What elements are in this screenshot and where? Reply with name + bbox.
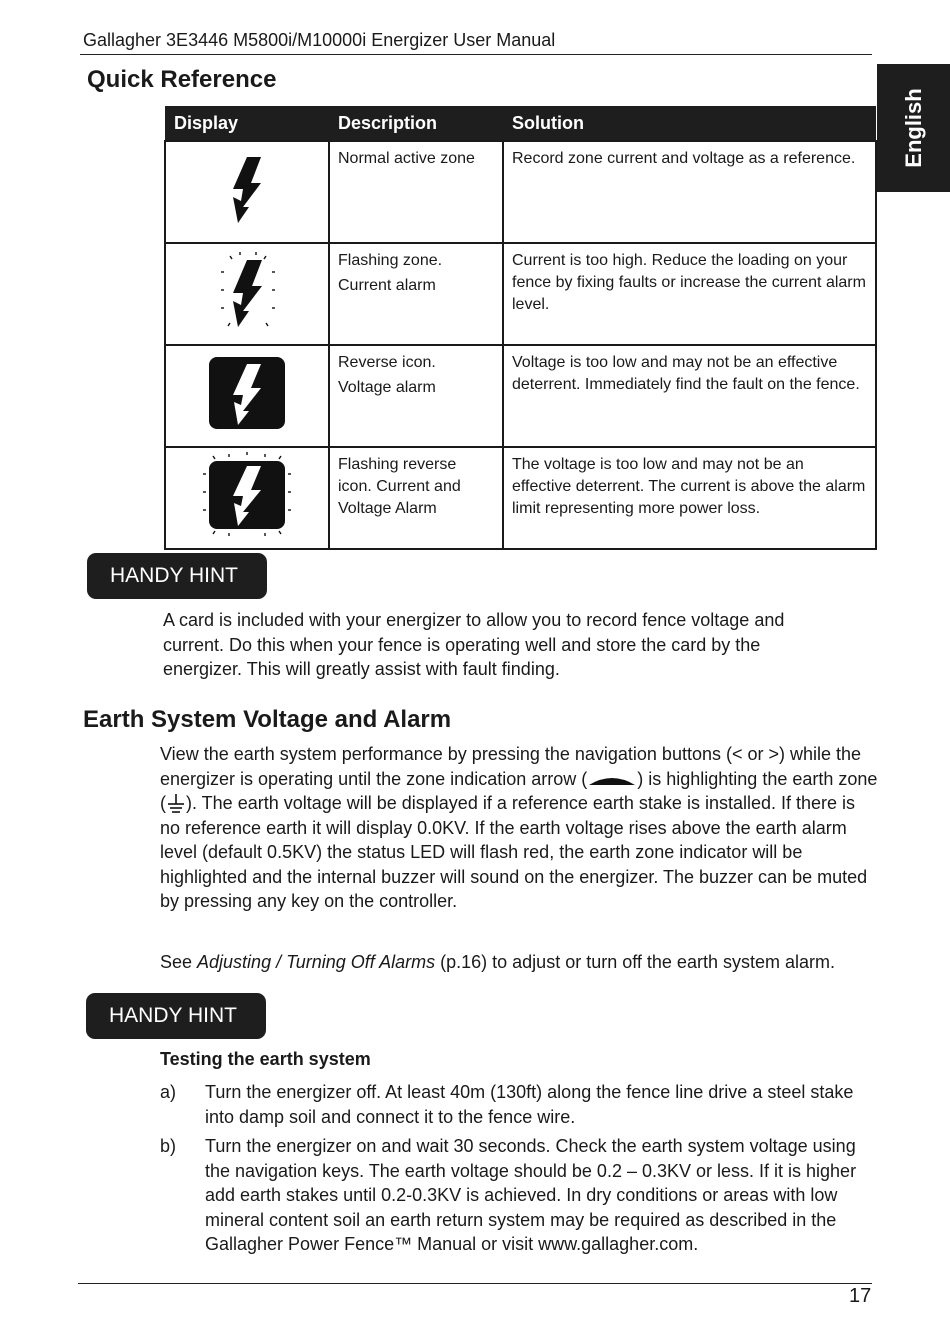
paragraph-text: See bbox=[160, 952, 198, 972]
display-cell bbox=[165, 447, 329, 549]
paragraph-text: (p.16) to adjust or turn off the earth system alarm. bbox=[435, 952, 835, 972]
table-header-row bbox=[165, 106, 876, 141]
display-cell bbox=[165, 141, 329, 243]
handy-hint-badge: HANDY HINT bbox=[86, 993, 266, 1039]
flashing-bolt-icon bbox=[212, 248, 282, 334]
list-item-letter: a) bbox=[160, 1082, 177, 1102]
paragraph-text: View the earth system performance by pressing the navigation buttons (< or >) while the energizer is operating until the zone indication arrow ( bbox=[160, 744, 862, 789]
display-cell bbox=[165, 345, 329, 447]
paragraph-text: ) is highlighting the earth zone ( bbox=[160, 768, 878, 813]
running-header: Gallagher 3E3446 M5800i/M10000i Energizer User Manual bbox=[83, 30, 556, 50]
description-text: Voltage alarm bbox=[338, 379, 436, 396]
description-cell bbox=[329, 243, 503, 345]
footer-rule bbox=[78, 1283, 872, 1284]
display-cell bbox=[165, 243, 329, 345]
quick-reference-title: Quick Reference bbox=[87, 66, 277, 93]
flashing-reverse-bolt-icon bbox=[199, 450, 295, 540]
header-rule bbox=[80, 54, 872, 55]
bolt-icon bbox=[217, 149, 277, 229]
paragraph-text: ). The earth voltage will be displayed if a reference earth stake is installed. If there is no reference earth it will display 0.0KV. If the earth voltage rises above the earth alarm level (default 0.5KV) the status LED will flash red, the earth zone indicator will be highlighted and the internal buzzer will sound on the energizer. The buzzer can be muted by pressing any key on the controller. bbox=[160, 793, 868, 911]
language-tab bbox=[877, 64, 950, 192]
column-header-display: Display bbox=[165, 106, 329, 141]
cross-reference: Adjusting / Turning Off Alarms bbox=[197, 952, 436, 972]
reverse-bolt-icon bbox=[207, 355, 287, 431]
earth-ground-icon bbox=[166, 793, 186, 815]
column-header-description: Description bbox=[329, 106, 503, 141]
table-row bbox=[165, 447, 876, 549]
table-row bbox=[165, 141, 876, 243]
solution-cell: Voltage is too low and may not be an effective deterrent. Immediately find the fault on the fence. bbox=[503, 345, 876, 447]
handy-hint-text: A card is included with your energizer to allow you to record fence voltage and current. Do this when your fence is operating well and store the card by the energizer. This will greatly assist with fault finding. bbox=[163, 610, 785, 679]
description-text: Current alarm bbox=[338, 277, 436, 294]
language-tab-label: English bbox=[900, 88, 926, 168]
earth-paragraph bbox=[160, 742, 880, 914]
quick-reference-table bbox=[164, 106, 877, 550]
list-item-letter: b) bbox=[160, 1136, 177, 1156]
handy-hint-badge: HANDY HINT bbox=[87, 553, 267, 599]
table-row bbox=[165, 345, 876, 447]
description-cell bbox=[329, 447, 503, 549]
list-item bbox=[160, 1080, 860, 1129]
description-text: Flashing reverse icon. Current and Voltage Alarm bbox=[338, 456, 461, 517]
table-row bbox=[165, 243, 876, 345]
zone-indication-arrow-icon bbox=[587, 773, 637, 787]
description-text: Normal active zone bbox=[338, 150, 475, 167]
list-item-text: Turn the energizer on and wait 30 seconds. Check the earth system voltage using the navigation keys. The earth voltage should be 0.2 – 0.3KV or less. If it is higher add earth stakes until 0.2-0.3KV is achieved. In dry conditions or areas with low mineral content soil an earth return system may be required as described in the Gallagher Power Fence™ Manual or visit www.gallagher.com. bbox=[205, 1136, 857, 1254]
page-number: 17 bbox=[849, 1285, 872, 1307]
testing-subtitle: Testing the earth system bbox=[160, 1049, 371, 1069]
list-item bbox=[160, 1134, 870, 1257]
description-cell bbox=[329, 141, 503, 243]
description-text: Flashing zone. bbox=[338, 252, 443, 269]
column-header-solution: Solution bbox=[503, 106, 876, 141]
description-cell bbox=[329, 345, 503, 447]
see-reference-paragraph bbox=[160, 950, 880, 975]
description-text: Reverse icon. bbox=[338, 354, 436, 371]
list-item-text: Turn the energizer off. At least 40m (130ft) along the fence line drive a steel stake into damp soil and connect it to the fence wire. bbox=[205, 1082, 854, 1127]
solution-cell: Current is too high. Reduce the loading on your fence by fixing faults or increase the current alarm level. bbox=[503, 243, 876, 345]
solution-cell: The voltage is too low and may not be an effective deterrent. The current is above the alarm limit representing more power loss. bbox=[503, 447, 876, 549]
earth-section-title: Earth System Voltage and Alarm bbox=[83, 706, 452, 733]
solution-cell: Record zone current and voltage as a reference. bbox=[503, 141, 876, 243]
